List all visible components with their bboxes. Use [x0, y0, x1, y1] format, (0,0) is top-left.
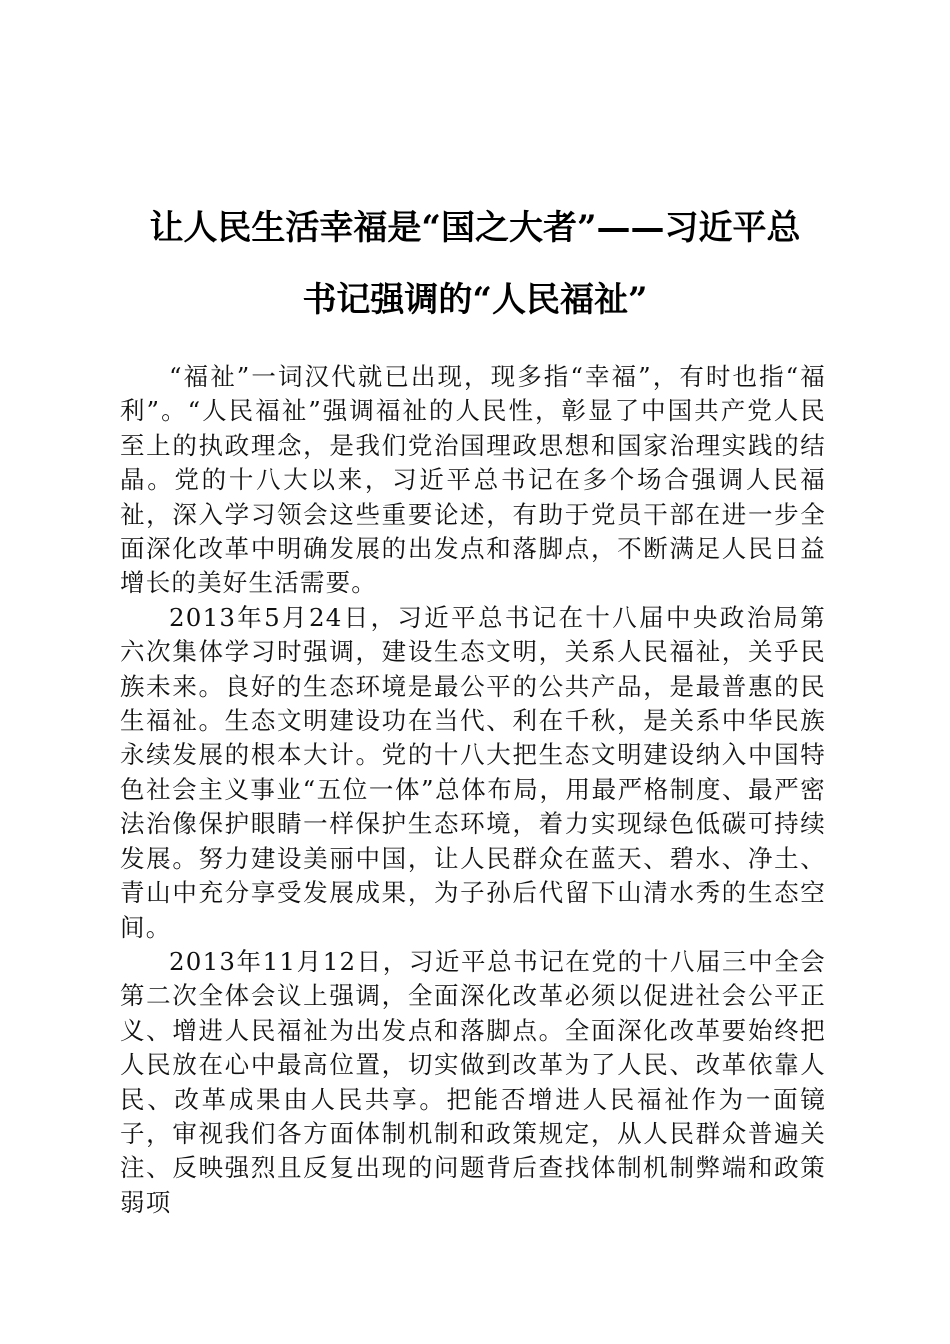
- title-line-2: 书记强调的“人民福祉”: [302, 280, 648, 320]
- paragraph: 2013年11月12日，习近平总书记在党的十八届三中全会第二次全体会议上强调，全面深化改革必须以促进社会公平正义、增进人民福祉为出发点和落脚点。全面深化改革要始终把人民放在心中最高位置，切实做到改革为了人民、改革依靠人民、改革成果由人民共享。把能否增进人民福祉作为一面镜子，审视我们各方面体制机制和政策规定，从人民群众普遍关注、反映强烈且反复出现的问题背后查找体制机制弊端和政策弱项: [120, 946, 826, 1217]
- document-title: [110, 192, 840, 336]
- paragraph: 2013年5月24日，习近平总书记在十八届中央政治局第六次集体学习时强调，建设生态文明，关系人民福祉，关乎民族未来。良好的生态环境是最公平的公共产品，是最普惠的民生福祉。生态文明建设功在当代、利在千秋，是关系中华民族永续发展的根本大计。党的十八大把生态文明建设纳入中国特色社会主义事业“五位一体”总体布局，用最严格制度、最严密法治像保护眼睛一样保护生态环境，着力实现绿色低碳可持续发展。努力建设美丽中国，让人民群众在蓝天、碧水、净土、青山中充分享受发展成果，为子孙后代留下山清水秀的生态空间。: [120, 602, 826, 942]
- document-body: [120, 360, 826, 1220]
- title-line-1: 让人民生活幸福是“国之大者”——习近平总: [149, 208, 801, 248]
- paragraph: “福祉”一词汉代就已出现，现多指“幸福”，有时也指“福利”。“人民福祉”强调福祉的人民性，彰显了中国共产党人民至上的执政理念，是我们党治国理政思想和国家治理实践的结晶。党的十八大以来，习近平总书记在多个场合强调人民福祉，深入学习领会这些重要论述，有助于党员干部在进一步全面深化改革中明确发展的出发点和落脚点，不断满足人民日益增长的美好生活需要。: [120, 362, 826, 598]
